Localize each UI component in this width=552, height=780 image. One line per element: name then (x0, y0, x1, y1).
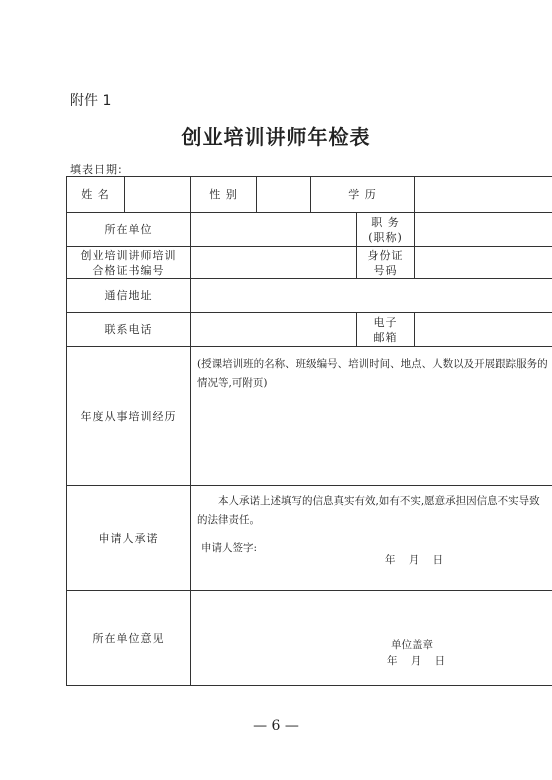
unit-opinion-label: 所在单位意见 (67, 591, 191, 686)
inspection-form-table (66, 176, 552, 686)
gender-label: 性 别 (191, 177, 257, 213)
id-number-field[interactable] (415, 247, 552, 279)
experience-note: (授课培训班的名称、班级编号、培训时间、地点、人数以及开展跟踪服务的情况等,可附页) (197, 358, 548, 389)
experience-field[interactable] (191, 347, 552, 486)
id-number-label-line1: 身份证 (367, 248, 404, 262)
pledge-text: 本人承诺上述填写的信息真实有效,如有不实,愿意承担因信息不实导致的法律责任。 (197, 495, 540, 526)
address-field[interactable] (191, 279, 552, 313)
email-label (357, 313, 415, 347)
cert-number-label-line1: 创业培训讲师培训 (80, 248, 177, 262)
education-field[interactable] (415, 177, 552, 213)
page-number: — 6 — (253, 718, 299, 734)
unit-opinion-date: 年 月 日 (387, 655, 446, 667)
id-number-label-line2: 号码 (373, 263, 398, 277)
email-label-line1: 电子 (373, 315, 398, 329)
address-label: 通信地址 (67, 279, 191, 313)
education-label: 学 历 (311, 177, 415, 213)
pledge-field[interactable] (191, 486, 552, 591)
experience-label: 年度从事培训经历 (67, 347, 191, 486)
cert-number-label-line2: 合格证书编号 (92, 263, 165, 277)
gender-field[interactable] (257, 177, 311, 213)
employer-label: 所在单位 (67, 213, 191, 247)
applicant-signature-label: 申请人签字: (201, 542, 258, 554)
name-label: 姓 名 (67, 177, 125, 213)
fill-date-label: 填表日期: (70, 163, 123, 176)
phone-label: 联系电话 (67, 313, 191, 347)
pledge-date: 年 月 日 (385, 554, 444, 566)
form-title: 创业培训讲师年检表 (181, 125, 371, 149)
attachment-label: 附件 1 (70, 93, 112, 109)
position-label-line1: 职 务 (371, 215, 400, 229)
position-label (357, 213, 415, 247)
cert-number-field[interactable] (191, 247, 357, 279)
email-label-line2: 邮箱 (373, 330, 398, 344)
id-number-label (357, 247, 415, 279)
position-field[interactable] (415, 213, 552, 247)
unit-seal-label: 单位盖章 (391, 639, 433, 651)
unit-opinion-field[interactable] (191, 591, 552, 686)
cert-number-label (67, 247, 191, 279)
phone-field[interactable] (191, 313, 357, 347)
name-field[interactable] (125, 177, 191, 213)
position-label-line2: (职称) (368, 230, 403, 244)
email-field[interactable] (415, 313, 552, 347)
pledge-label: 申请人承诺 (67, 486, 191, 591)
employer-field[interactable] (191, 213, 357, 247)
